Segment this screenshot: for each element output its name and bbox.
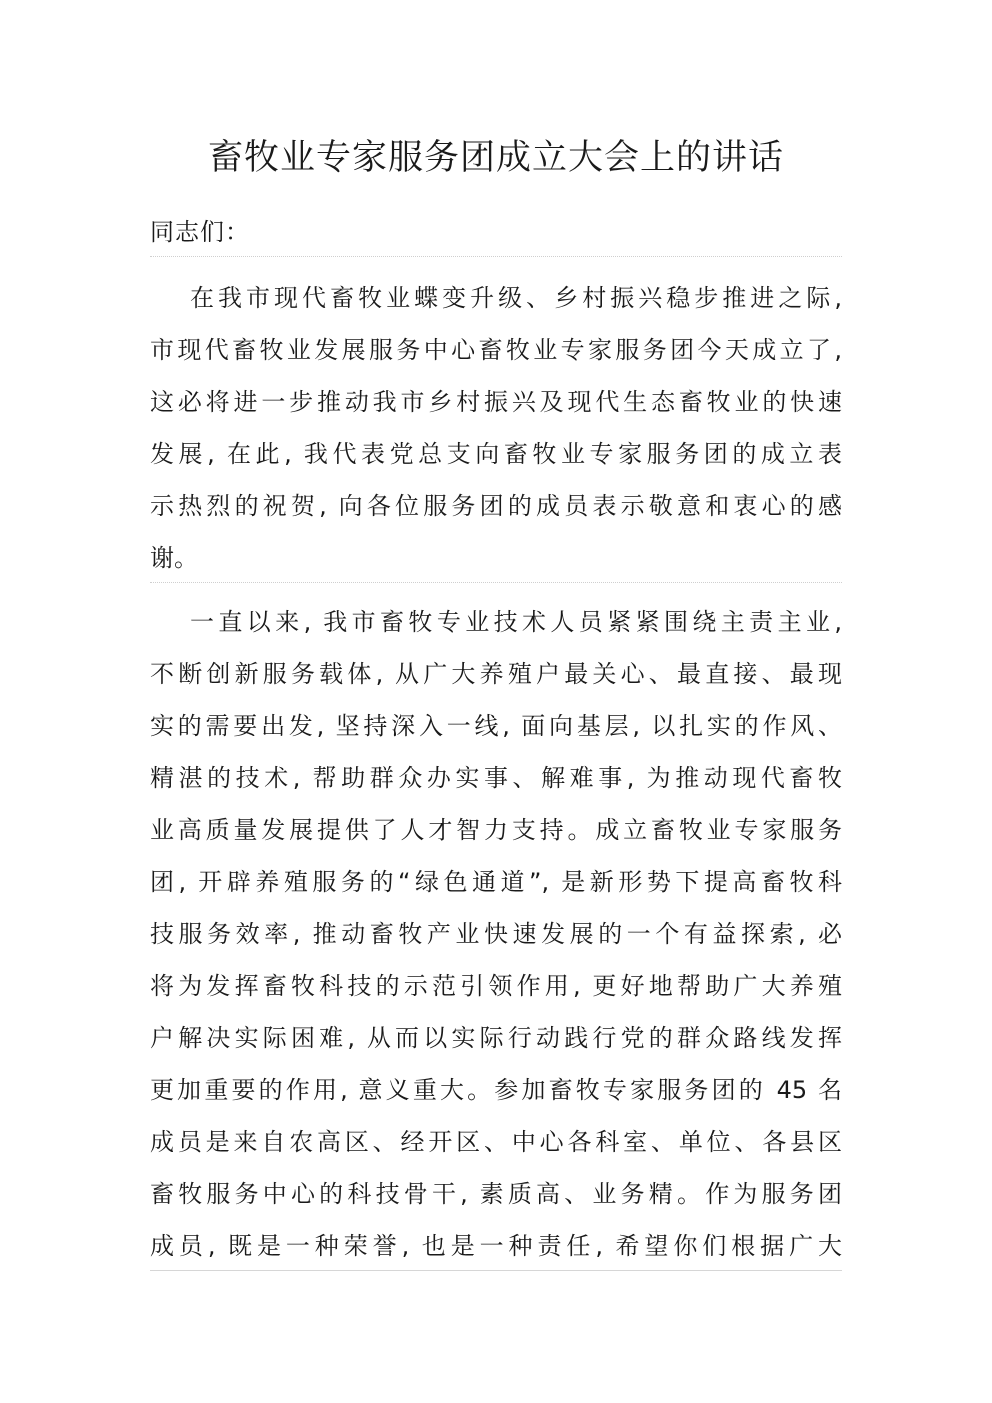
text-line: 团, 开辟养殖服务的“绿色通道”, 是新形势下提高畜牧科 [150,868,842,896]
divider [150,256,842,257]
text-line: 示热烈的祝贺, 向各位服务团的成员表示敬意和衷心的感 [150,492,842,520]
text-line: 实的需要出发, 坚持深入一线, 面向基层, 以扎实的作风、 [150,712,842,740]
text-line: 技服务效率, 推动畜牧产业快速发展的一个有益探索, 必 [150,920,842,948]
text-line: 户解决实际困难, 从而以实际行动践行党的群众路线发挥 [150,1024,842,1052]
text-line: 更加重要的作用, 意义重大。参加畜牧专家服务团的 45 名 [150,1076,842,1104]
document-title: 畜牧业专家服务团成立大会上的讲话 [207,138,784,178]
text-line: 将为发挥畜牧科技的示范引领作用, 更好地帮助广大养殖 [150,972,842,1000]
text-line: 精湛的技术, 帮助群众办实事、解难事, 为推动现代畜牧 [150,764,842,792]
text-line: 在我市现代畜牧业蝶变升级、乡村振兴稳步推进之际, [190,284,842,312]
text-line: 业高质量发展提供了人才智力支持。成立畜牧业专家服务 [150,816,842,844]
text-line: 成员是来自农高区、经开区、中心各科室、单位、各县区 [150,1128,842,1156]
text-line: 畜牧服务中心的科技骨干, 素质高、业务精。作为服务团 [150,1180,842,1208]
text-line: 成员, 既是一种荣誉, 也是一种责任, 希望你们根据广大 [150,1232,842,1260]
paragraph-2 [150,596,842,1272]
divider [150,582,842,583]
text-line: 不断创新服务载体, 从广大养殖户最关心、最直接、最现 [150,660,842,688]
divider [150,1270,842,1271]
salutation: 同志们： [150,218,250,246]
text-line: 谢。 [150,544,198,572]
text-line: 发展, 在此, 我代表党总支向畜牧业专家服务团的成立表 [150,440,842,468]
text-line: 一直以来, 我市畜牧专业技术人员紧紧围绕主责主业, [190,608,842,636]
paragraph-1 [150,272,842,584]
text-line: 这必将进一步推动我市乡村振兴及现代生态畜牧业的快速 [150,388,842,416]
text-line: 市现代畜牧业发展服务中心畜牧业专家服务团今天成立了, [150,336,842,364]
